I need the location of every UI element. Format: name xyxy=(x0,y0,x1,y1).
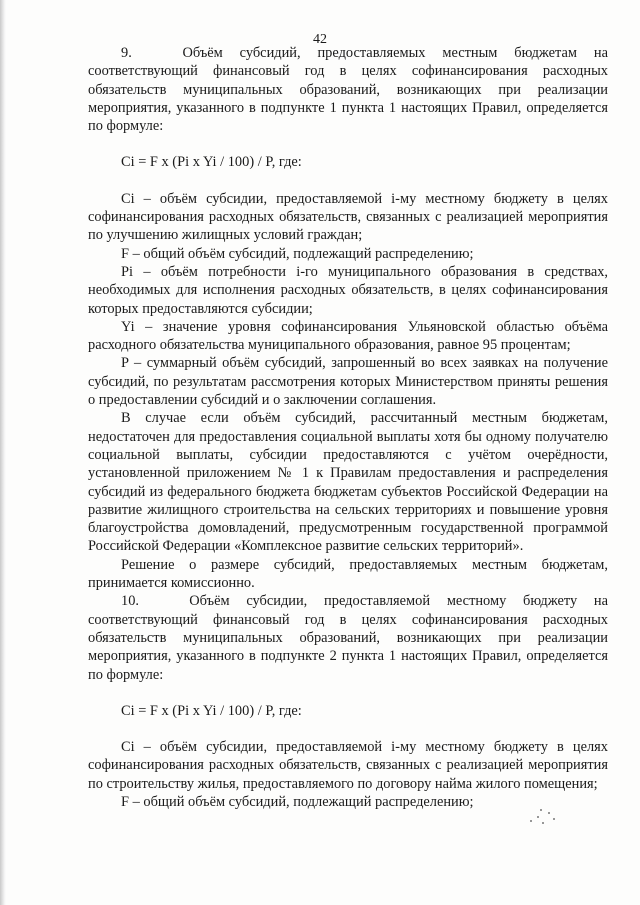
paragraph-10: 10. Объём субсидии, предоставляемой местному бюджету на соответствующий финансовый год в целях софинансирования расходных обязательств муниципальных образований, возникающих при реализации мероприятия, указанного в подпункте 2 пункта 1 настоящих Правил, определяется по формуле: xyxy=(88,593,608,683)
document-body xyxy=(88,44,608,811)
formula-1: Ci = F x (Pi x Yi / 100) / P, где: xyxy=(121,154,302,171)
definition-pi: Pi – объём потребности i-го муниципального образования в средствах, необходимых для исполнения расходных обязательств, в целях софинансирования которых предоставляются субсидии; xyxy=(88,263,608,317)
definition-p: P – суммарный объём субсидий, запрошенный во всех заявках на получение субсидий, по результатам рассмотрения которых Министерством приняты решения о предоставлении субсидий и о заключении соглашения. xyxy=(88,355,608,409)
definition-ci-1: Ci – объём субсидии, предоставляемой i-му местному бюджету в целях софинансирования расходных обязательств, связанных с реализацией мероприятия по улучшению жилищных условий граждан; xyxy=(88,190,608,244)
paragraph-decision: Решение о размере субсидий, предоставляемых местным бюджетам, принимается комиссионно. xyxy=(88,556,608,592)
scan-specks xyxy=(528,806,556,830)
formula-2: Ci = F x (Pi x Yi / 100) / P, где: xyxy=(121,702,302,719)
definition-f-1: F – общий объём субсидий, подлежащий распределению; xyxy=(121,245,474,262)
page-number: 42 xyxy=(313,32,327,47)
definition-yi: Yi – значение уровня софинансирования Ульяновской областью объёма расходного обязательства муниципального образования, равное 95 процентам; xyxy=(88,318,608,354)
paragraph-9: 9. Объём субсидий, предоставляемых местным бюджетам на соответствующий финансовый год в целях софинансирования расходных обязательств муниципальных образований, возникающих при реализации мероприятия, указанного в подпункте 1 пункта 1 настоящих Правил, определяется по формуле: xyxy=(88,45,608,135)
definition-ci-2: Ci – объём субсидии, предоставляемой i-му местному бюджету в целях софинансирования расходных обязательств, связанных с реализацией мероприятия по строительству жилья, предоставляемого по договору найма жилого помещения; xyxy=(88,739,608,792)
definition-f-2: F – общий объём субсидий, подлежащий распределению; xyxy=(121,793,474,810)
scan-edge-shadow xyxy=(0,0,6,905)
paragraph-insufficient-case: В случае если объём субсидий, рассчитанный местным бюджетам, недостаточен для предоставления социальной выплаты хотя бы одному получателю социальной выплаты, субсидии предоставляются с учётом очерёдности, установленной приложением № 1 к Правилам предоставления и распределения субсидий из федерального бюджета бюджетам субъектов Российской Федерации на развитие жилищного строительства на сельских территориях и повышение уровня благоустройства домовладений, предусмотренным государственной программой Российской Федерации «Комплексное развитие сельских территорий». xyxy=(88,410,608,555)
